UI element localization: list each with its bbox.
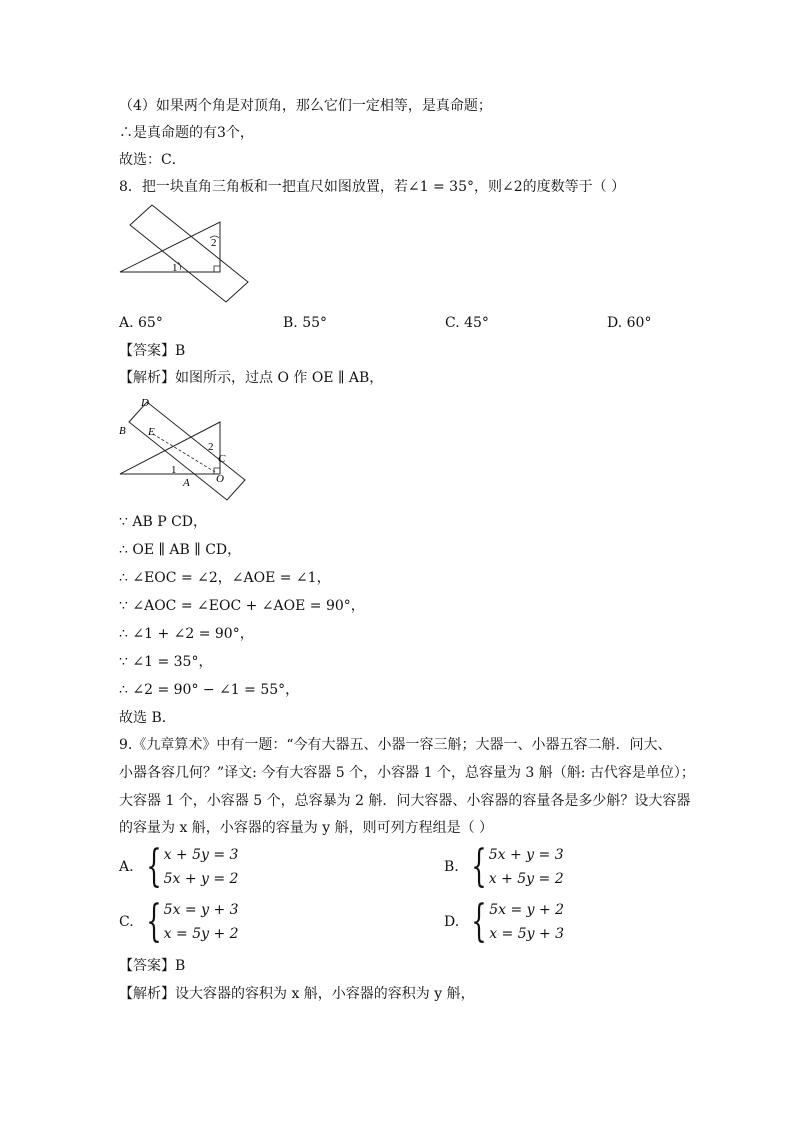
step-7: ∴ ∠2 = 90° − ∠1 = 55°，: [119, 682, 300, 698]
angle-1-label-fig2: 1: [171, 464, 177, 476]
figure-triangle-ruler: [118, 200, 258, 310]
step-8: 故选 B．: [119, 710, 176, 726]
question-9-line-2: 小器各容几何？”译文: 今有大容器 5 个，小容器 1 个，总容量为 3 斛（斛: 古代容是单位）；: [119, 765, 695, 781]
q9-option-c[interactable]: C. { 5x = y + 3 x = 5y + 2: [119, 896, 239, 947]
point-a-label: A: [183, 477, 190, 489]
q9-option-d-eq2: x = 5y + 3: [489, 926, 565, 942]
line-choose-c: 故选：C．: [119, 152, 186, 168]
line-count: ∴是真命题的有3个，: [119, 125, 254, 141]
angle-2-label: 2: [211, 237, 217, 249]
question-8: 8．把一块直角三角板和一把直尺如图放置，若∠1 = 35°，则∠2的度数等于（ ）: [119, 179, 626, 195]
q9-option-b-eq2: x + 5y = 2: [488, 871, 564, 887]
step-5: ∴ ∠1 + ∠2 = 90°，: [119, 626, 254, 642]
point-d-label: D: [141, 397, 149, 409]
angle-1-label: 1: [172, 262, 178, 274]
q9-option-a-label: A.: [119, 859, 134, 875]
q9-option-b-label: B.: [444, 859, 459, 875]
q9-option-d-label: D.: [444, 914, 460, 930]
angle-2-label-fig2: 2: [208, 441, 214, 453]
q9-option-d[interactable]: D. { 5x = y + 2 x = 5y + 3: [444, 896, 565, 947]
step-2: ∴ OE ∥ AB ∥ CD，: [119, 542, 242, 558]
q9-option-c-eq2: x = 5y + 2: [163, 926, 239, 942]
q9-option-c-eq1: 5x = y + 3: [163, 902, 239, 918]
q9-option-b-eq1: 5x + y = 3: [488, 847, 564, 863]
q8-option-c[interactable]: C. 45°: [445, 315, 489, 331]
question-9-line-4: 的容量为 x 斛，小容器的容量为 y 斛，则可列方程组是（ ）: [119, 820, 494, 836]
q9-option-a[interactable]: A. { x + 5y = 3 5x + y = 2: [119, 841, 239, 892]
answer-8: 【答案】B: [119, 343, 186, 359]
ruler-shape: [130, 205, 248, 302]
step-3: ∴ ∠EOC = ∠2，∠AOE = ∠1，: [119, 570, 331, 586]
explanation-8: 【解析】如图所示，过点 O 作 OE ∥ AB，: [119, 370, 384, 386]
step-1: ∵ AB P CD，: [119, 514, 208, 530]
q9-option-b[interactable]: B. { 5x + y = 3 x + 5y = 2: [444, 841, 564, 892]
figure-labeled-diagram: [115, 392, 255, 508]
q9-option-d-eq1: 5x = y + 2: [489, 902, 565, 918]
question-9-line-3: 大容器 1 个，小容器 5 个，总容暴为 2 斛．问大容器、小容器的容量各是多少斛？设大容器: [119, 793, 691, 809]
q8-option-a[interactable]: A. 65°: [119, 315, 163, 331]
q8-option-b[interactable]: B. 55°: [283, 315, 328, 331]
q9-option-a-eq2: 5x + y = 2: [163, 871, 239, 887]
step-6: ∵ ∠1 = 35°，: [119, 654, 213, 670]
point-e-label: E: [148, 426, 155, 438]
explanation-9: 【解析】设大容器的容积为 x 斛，小容器的容积为 y 斛，: [119, 986, 475, 1002]
point-c-label: C: [218, 453, 226, 465]
answer-9: 【答案】B: [119, 958, 186, 974]
step-4: ∵ ∠AOC = ∠EOC + ∠AOE = 90°，: [119, 598, 365, 614]
question-9-line-1: 9.《九章算术》中有一题：“今有大器五、小器一容三斛；大器一、小器五容二斛．问大、: [119, 737, 672, 753]
q9-option-a-eq1: x + 5y = 3: [163, 847, 239, 863]
line-prop4-conclusion: （4）如果两个角是对顶角，那么它们一定相等，是真命题；: [119, 98, 492, 114]
q9-option-c-label: C.: [119, 914, 134, 930]
point-b-label: B: [119, 425, 126, 437]
q8-option-d[interactable]: D. 60°: [607, 315, 652, 331]
point-o-label: O: [216, 473, 224, 485]
